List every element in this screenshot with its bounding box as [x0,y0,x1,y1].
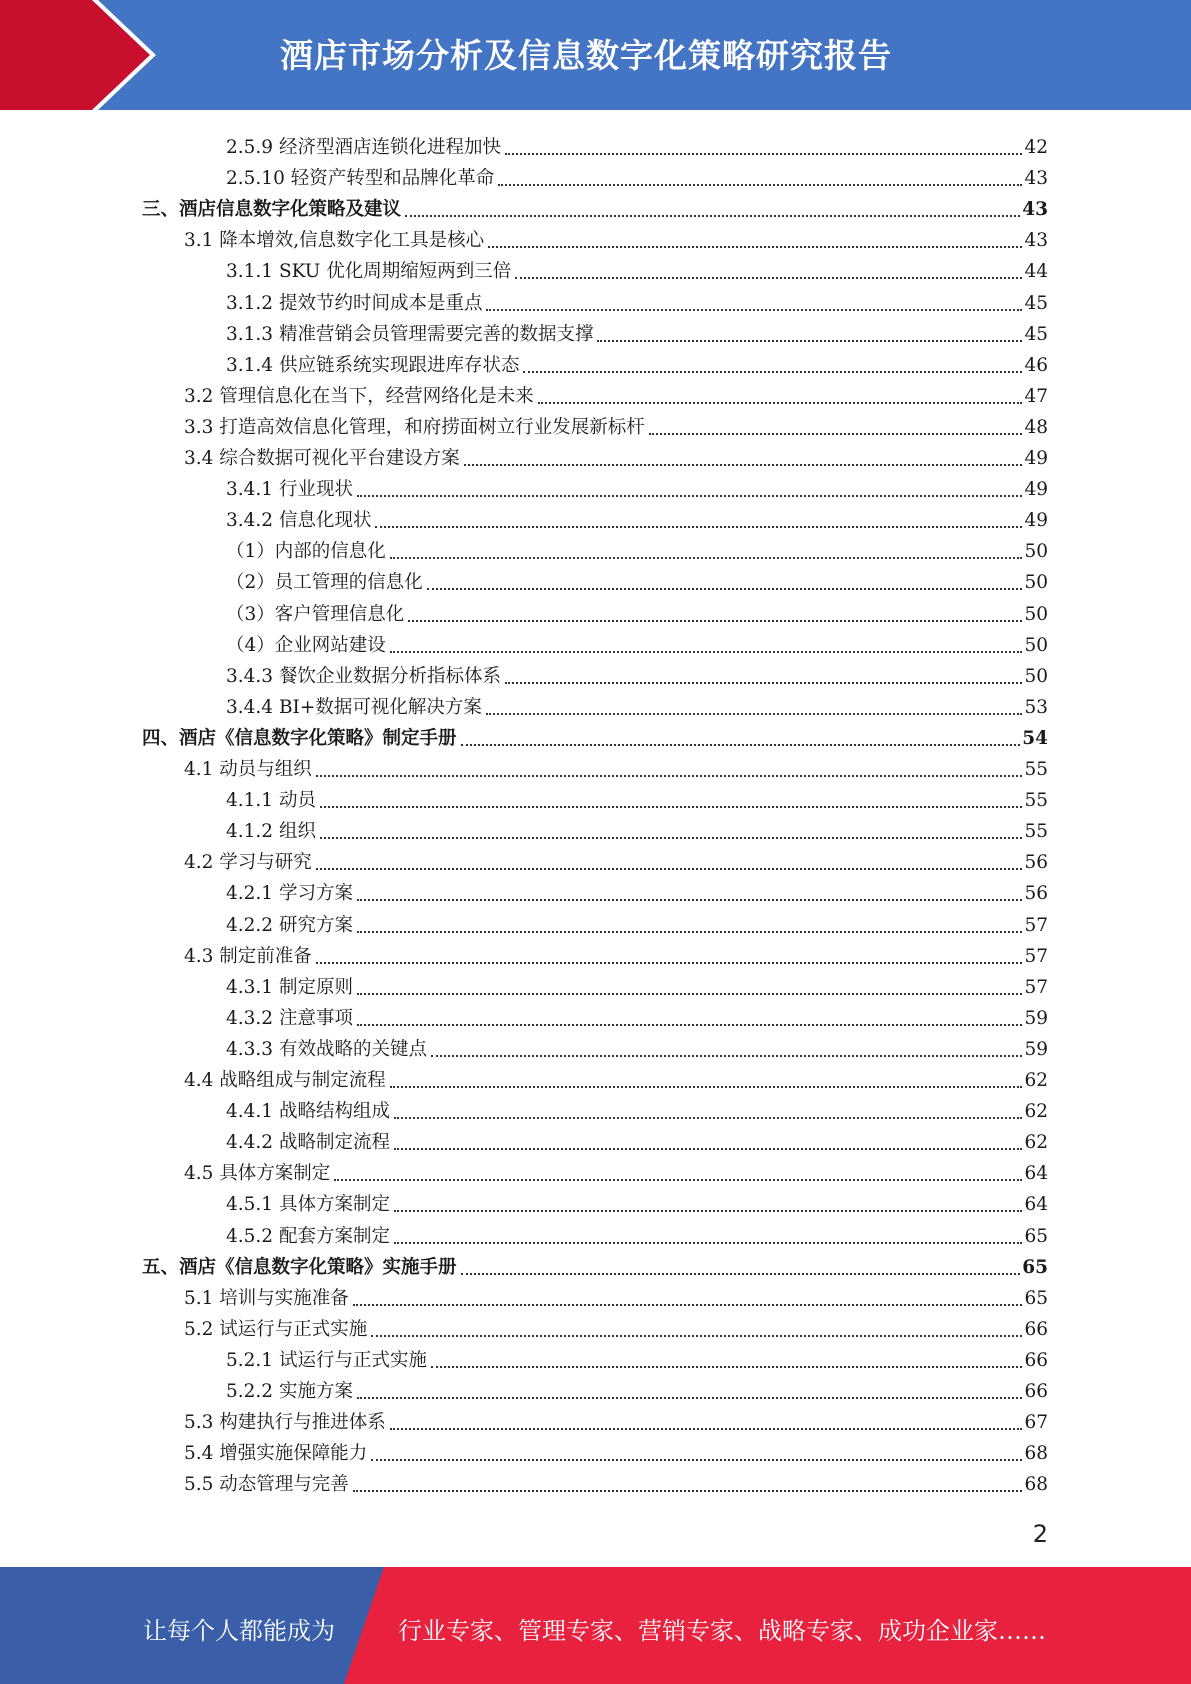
toc-entry[interactable] [184,408,1048,439]
toc-dot-leader [390,1085,1023,1088]
toc-entry-page: 65 [1024,1225,1048,1247]
toc-entry-title: 三、酒店信息数字化策略及建议 [142,199,402,221]
toc-entry[interactable] [184,1279,1048,1310]
toc-entry-title: 4.5 具体方案制定 [184,1163,331,1185]
toc-entry-page: 57 [1024,914,1048,936]
toc-entry-page: 43 [1022,199,1048,221]
document-title: 酒店市场分析及信息数字化策略研究报告 [280,36,892,75]
toc-dot-leader [371,1334,1022,1337]
toc-entry-page: 62 [1024,1101,1048,1123]
toc-entry[interactable] [184,377,1048,408]
toc-entry-title: （4）企业网站建设 [226,634,386,656]
toc-entry-title: 4.1.2 组织 [226,821,316,843]
toc-entry-title: 3.4 综合数据可视化平台建设方案 [184,448,460,469]
toc-entry[interactable] [184,937,1048,968]
toc-entry-page: 55 [1024,759,1048,780]
toc-entry[interactable] [226,906,1048,937]
page-footer [0,1567,1191,1684]
toc-entry[interactable] [226,563,1048,594]
toc-dot-leader [371,1458,1022,1461]
toc-entry-page: 56 [1024,883,1048,905]
page-header [0,0,1191,110]
toc-entry[interactable] [184,221,1048,252]
toc-entry[interactable] [226,1123,1048,1154]
toc-entry[interactable] [226,1372,1048,1403]
toc-entry-page: 49 [1024,479,1048,501]
toc-entry-title: 3.1.2 提效节约时间成本是重点 [226,292,483,314]
toc-dot-leader [357,1396,1023,1399]
toc-entry[interactable] [226,1341,1048,1372]
toc-entry-page: 68 [1024,1474,1048,1496]
toc-entry-page: 53 [1024,696,1048,718]
toc-entry-title: 4.2.1 学习方案 [226,883,353,905]
toc-dot-leader [357,898,1023,901]
toc-entry[interactable] [226,781,1048,812]
toc-entry[interactable] [226,128,1048,159]
toc-entry[interactable] [184,1434,1048,1465]
toc-entry-title: 3.1.1 SKU 优化周期缩短两到三倍 [226,261,512,283]
toc-entry-title: 4.4 战略组成与制定流程 [184,1070,386,1091]
toc-dot-leader [488,245,1022,248]
toc-entry[interactable] [226,812,1048,843]
toc-entry-page: 44 [1024,261,1048,283]
page-number: 2 [1032,1520,1048,1548]
toc-entry-title: 4.1.1 动员 [226,790,316,812]
toc-entry-title: 4.3.1 制定原则 [226,976,353,998]
toc-entry-title: （2）员工管理的信息化 [226,572,423,594]
toc-entry-title: 3.4.1 行业现状 [226,479,353,501]
toc-dot-leader [357,1023,1023,1026]
toc-entry-page: 42 [1024,137,1048,158]
toc-entry-title: 4.5.2 配套方案制定 [226,1225,390,1247]
toc-dot-leader [353,1303,1023,1306]
toc-dot-leader [316,867,1023,870]
toc-entry[interactable] [226,532,1048,563]
toc-entry-page: 50 [1024,634,1048,656]
toc-dot-leader [390,1427,1023,1430]
toc-dot-leader [427,587,1023,590]
toc-dot-leader [408,619,1022,622]
toc-entry-title: 5.1 培训与实施准备 [184,1287,349,1309]
toc-dot-leader [375,525,1022,528]
toc-dot-leader [505,152,1022,155]
toc-entry[interactable] [142,719,1048,750]
toc-entry-title: 5.5 动态管理与完善 [184,1474,349,1496]
toc-entry-title: （1）内部的信息化 [226,541,386,563]
toc-entry[interactable] [226,626,1048,657]
toc-entry-title: 5.3 构建执行与推进体系 [184,1412,386,1434]
toc-entry-page: 57 [1024,976,1048,998]
toc-entry[interactable] [184,1403,1048,1434]
toc-entry[interactable] [226,252,1048,283]
footer-slogan-left: 让每个人都能成为 [143,1617,335,1645]
toc-dot-leader [320,836,1023,839]
toc-entry[interactable] [184,1465,1048,1496]
toc-dot-leader [394,1209,1022,1212]
toc-entry-page: 45 [1024,292,1048,314]
toc-entry-page: 65 [1024,1287,1048,1309]
toc-entry[interactable] [226,595,1048,626]
toc-entry-title: 5.2 试运行与正式实施 [184,1318,368,1340]
toc-entry-page: 57 [1024,945,1048,967]
toc-entry-title: 5.4 增强实施保障能力 [184,1443,368,1465]
toc-entry[interactable] [184,439,1048,470]
toc-entry-title: 4.3.2 注意事项 [226,1007,353,1029]
toc-entry-title: 5.2.2 实施方案 [226,1381,353,1402]
toc-dot-leader [357,494,1023,497]
toc-entry-page: 46 [1024,354,1048,376]
toc-entry-title: 四、酒店《信息数字化策略》制定手册 [142,727,457,749]
toc-entry-title: 五、酒店《信息数字化策略》实施手册 [142,1256,457,1278]
toc-entry-title: （3）客户管理信息化 [226,603,405,625]
toc-entry[interactable] [226,874,1048,905]
toc-dot-leader [357,992,1023,995]
toc-entry-page: 65 [1022,1256,1048,1278]
toc-entry[interactable] [184,1310,1048,1341]
toc-entry[interactable] [184,1061,1048,1092]
toc-entry[interactable] [142,190,1048,221]
toc-entry[interactable] [226,1217,1048,1248]
toc-entry-page: 62 [1024,1070,1048,1091]
toc-dot-leader [538,401,1023,404]
toc-entry[interactable] [184,843,1048,874]
toc-dot-leader [390,556,1023,559]
toc-dot-leader [649,432,1023,435]
toc-entry-title: 3.1.4 供应链系统实现跟进库存状态 [226,354,520,376]
toc-entry[interactable] [184,750,1048,781]
toc-entry-page: 56 [1024,852,1048,874]
toc-entry-page: 43 [1024,168,1048,190]
toc-entry-page: 45 [1024,323,1048,345]
toc-entry[interactable] [226,315,1048,346]
toc-entry[interactable] [184,1154,1048,1185]
toc-entry-page: 50 [1024,603,1048,625]
toc-entry-page: 50 [1024,572,1048,594]
toc-entry-page: 64 [1024,1163,1048,1185]
toc-dot-leader [523,370,1022,373]
toc-entry-page: 59 [1024,1007,1048,1029]
toc-entry-page: 66 [1024,1318,1048,1340]
toc-entry[interactable] [226,657,1048,688]
toc-entry[interactable] [226,501,1048,532]
toc-entry-title: 4.2.2 研究方案 [226,914,353,936]
toc-entry-page: 48 [1024,416,1048,438]
toc-entry-page: 50 [1024,541,1048,563]
toc-entry[interactable] [226,688,1048,719]
toc-entry-title: 4.4.1 战略结构组成 [226,1101,390,1123]
footer-slogan-right: 行业专家、管理专家、营销专家、战略专家、成功企业家…… [398,1617,1046,1645]
toc-dot-leader [486,308,1022,311]
toc-entry-page: 66 [1024,1349,1048,1371]
toc-entry-title: 5.2.1 试运行与正式实施 [226,1349,427,1371]
toc-entry-page: 59 [1024,1038,1048,1060]
toc-dot-leader [316,961,1023,964]
toc-dot-leader [461,743,1021,746]
toc-dot-leader [357,930,1023,933]
toc-dot-leader [486,712,1023,715]
toc-entry[interactable] [226,346,1048,377]
toc-entry-page: 49 [1024,510,1048,532]
toc-dot-leader [431,1054,1022,1057]
toc-entry-page: 64 [1024,1194,1048,1216]
toc-entry-page: 55 [1024,790,1048,812]
toc-entry-page: 43 [1024,230,1048,252]
toc-entry[interactable] [226,284,1048,315]
toc-dot-leader [505,681,1022,684]
toc-entry-page: 68 [1024,1443,1048,1465]
toc-entry[interactable] [226,470,1048,501]
toc-entry-title: 4.4.2 战略制定流程 [226,1132,390,1154]
toc-entry-page: 54 [1022,727,1048,749]
toc-dot-leader [390,650,1023,653]
toc-dot-leader [464,463,1023,466]
toc-entry[interactable] [226,1092,1048,1123]
toc-dot-leader [461,1272,1021,1275]
toc-entry[interactable] [226,1185,1048,1216]
toc-dot-leader [394,1147,1022,1150]
toc-entry-title: 3.1 降本增效,信息数字化工具是核心 [184,230,485,252]
toc-dot-leader [334,1178,1022,1181]
toc-entry-title: 2.5.9 经济型酒店连锁化进程加快 [226,137,501,158]
toc-entry-title: 3.4.4 BI+数据可视化解决方案 [226,696,482,718]
toc-entry-title: 4.3.3 有效战略的关键点 [226,1038,427,1060]
toc-dot-leader [394,1116,1022,1119]
toc-entry-page: 49 [1024,448,1048,469]
toc-dot-leader [515,276,1022,279]
toc-entry-title: 3.4.2 信息化现状 [226,510,372,532]
toc-entry[interactable] [226,968,1048,999]
toc-entry-title: 4.3 制定前准备 [184,945,312,967]
toc-entry-page: 67 [1024,1412,1048,1434]
toc-entry[interactable] [226,159,1048,190]
toc-entry[interactable] [142,1248,1048,1279]
toc-dot-leader [498,183,1022,186]
toc-dot-leader [597,339,1022,342]
toc-entry-page: 66 [1024,1381,1048,1402]
toc-entry-page: 47 [1024,385,1048,407]
toc-dot-leader [320,805,1023,808]
toc-entry-title: 4.5.1 具体方案制定 [226,1194,390,1216]
toc-entry-title: 3.4.3 餐饮企业数据分析指标体系 [226,665,501,687]
toc-dot-leader [405,214,1020,217]
toc-dot-leader [353,1489,1023,1492]
toc-entry-page: 50 [1024,665,1048,687]
toc-dot-leader [394,1241,1022,1244]
toc-entry-page: 55 [1024,821,1048,843]
toc-entry-page: 62 [1024,1132,1048,1154]
toc-entry-title: 4.1 动员与组织 [184,759,312,780]
toc-entry-title: 3.2 管理信息化在当下，经营网络化是未来 [184,385,534,407]
toc-entry-title: 4.2 学习与研究 [184,852,312,874]
toc-entry-title: 2.5.10 轻资产转型和品牌化革命 [226,168,495,190]
toc-dot-leader [316,774,1023,777]
toc-entry[interactable] [226,999,1048,1030]
toc-entry-title: 3.1.3 精准营销会员管理需要完善的数据支撑 [226,323,594,345]
toc-entry-title: 3.3 打造高效信息化管理，和府捞面树立行业发展新标杆 [184,416,645,438]
toc-entry[interactable] [226,1030,1048,1061]
toc-dot-leader [431,1365,1022,1368]
